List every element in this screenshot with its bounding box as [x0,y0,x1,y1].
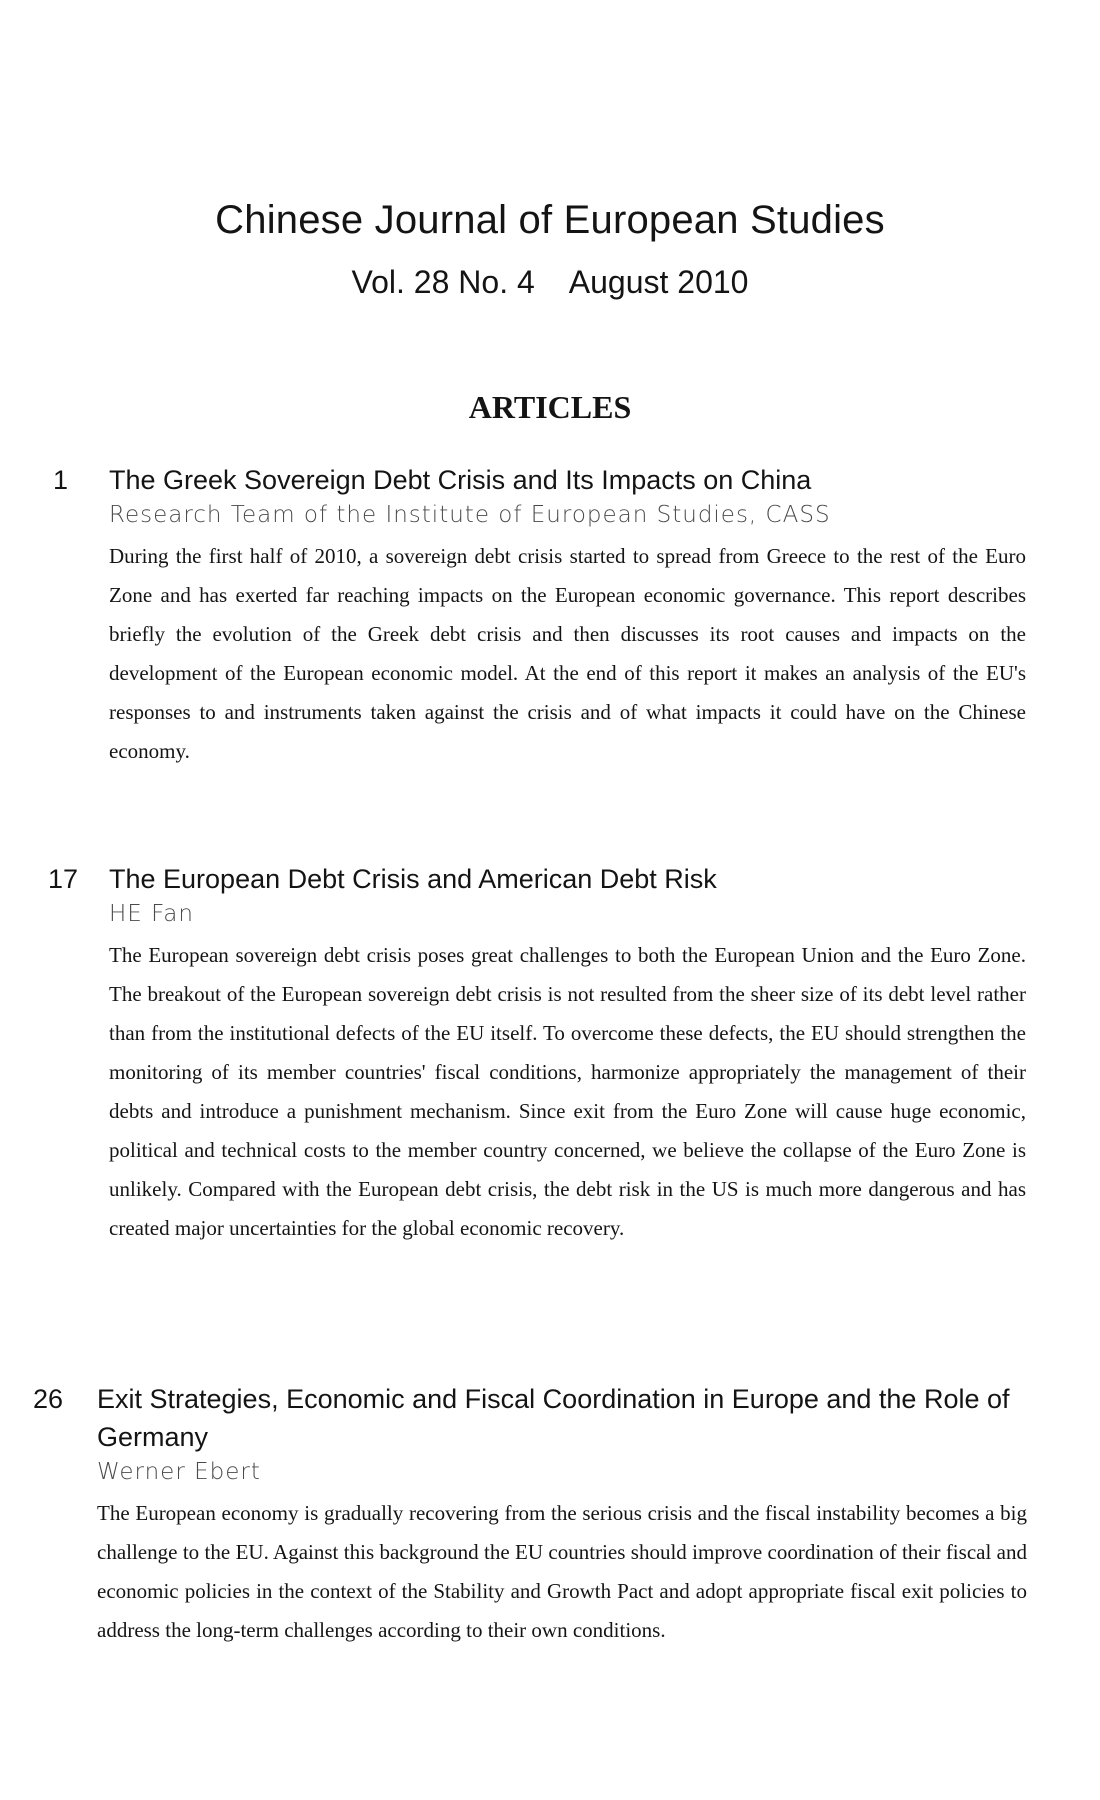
section-heading: ARTICLES [468,389,632,425]
article-page-number: 26 [32,1384,63,1414]
journal-title: Chinese Journal of European Studies [215,198,885,242]
article-author: Research Team of the Institute of European Studies, CASS [109,502,831,528]
article-abstract: The European economy is gradually recovering from the serious crisis and the fiscal instability becomes a big challenge to the EU. Against this background the EU countries should improve coordination of their fiscal and economic policies in the context of the Stability and Growth Pact and adopt appropriate fiscal exit policies to address the long-term challenges according to their own conditions. [97,1501,1027,1642]
article-title: The Greek Sovereign Debt Crisis and Its Impacts on China [109,465,812,495]
article-body [97,1380,1027,1650]
article-author: HE Fan [109,901,194,927]
issue-line [0,262,1100,302]
article-body [109,860,1026,1248]
article-body [109,461,1026,771]
article-page-number: 17 [47,864,78,894]
article-page-number: 1 [52,465,68,495]
article-abstract: The European sovereign debt crisis poses great challenges to both the European Union and the Euro Zone. The breakout of the European sovereign debt crisis is not resulted from the sheer size of its debt level rather than from the institutional defects of the EU itself. To overcome these defects, the EU should strengthen the monitoring of its member countries' fiscal conditions, harmonize appropriately the management of their debts and introduce a punishment mechanism. Since exit from the Euro Zone will cause huge economic, political and technical costs to the member country concerned, we believe the collapse of the Euro Zone is unlikely. Compared with the European debt crisis, the debt risk in the US is much more dangerous and has created major uncertainties for the global economic recovery. [109,943,1026,1240]
article-title: The European Debt Crisis and American Debt Risk [109,864,717,894]
volume-number: Vol. 28 No. 4 [351,264,535,300]
article-author: Werner Ebert [97,1459,261,1485]
issue-date: August 2010 [568,264,749,300]
article-abstract: During the first half of 2010, a sovereign debt crisis started to spread from Greece to the rest of the Euro Zone and has exerted far reaching impacts on the European economic governance. This report describes briefly the evolution of the Greek debt crisis and then discusses its root causes and impacts on the development of the European economic model. At the end of this report it makes an analysis of the EU's responses to and instruments taken against the crisis and of what impacts it could have on the Chinese economy. [109,544,1026,763]
article-title: Exit Strategies, Economic and Fiscal Coordination in Europe and the Role of Germany [97,1384,1010,1452]
